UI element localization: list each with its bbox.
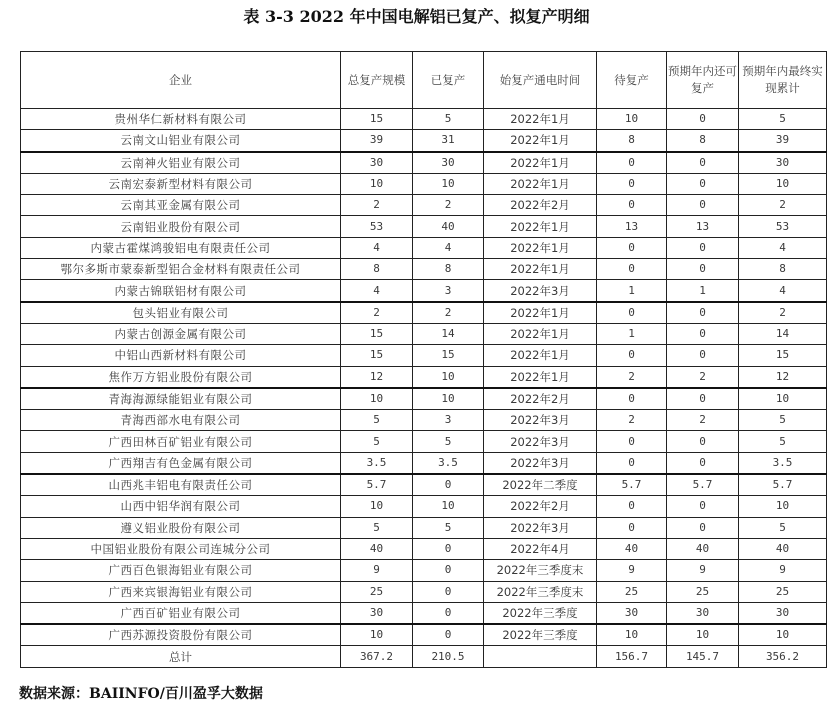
pending-cell: 0 <box>597 195 667 216</box>
total-scale-cell: 8 <box>341 259 413 280</box>
resumed-cell: 0 <box>413 560 484 581</box>
company-cell: 青海海源绿能铝业有限公司 <box>21 388 341 410</box>
table-row <box>21 388 827 410</box>
resumed-cell: 3.5 <box>413 452 484 474</box>
company-cell: 包头铝业有限公司 <box>21 302 341 324</box>
company-cell: 云南宏泰新型材料有限公司 <box>21 173 341 194</box>
start-time-cell: 2022年1月 <box>484 109 597 130</box>
resumed-cell: 14 <box>413 323 484 344</box>
pending-cell: 1 <box>597 280 667 302</box>
pending-cell: 9 <box>597 560 667 581</box>
start-time-cell: 2022年三季度 <box>484 624 597 646</box>
start-time-cell: 2022年1月 <box>484 152 597 174</box>
cumulative-cell: 5.7 <box>739 474 827 496</box>
resumed-cell: 0 <box>413 624 484 646</box>
start-time-cell: 2022年1月 <box>484 345 597 366</box>
table-row <box>21 496 827 517</box>
pending-cell: 0 <box>597 302 667 324</box>
start-time-cell: 2022年三季度末 <box>484 560 597 581</box>
resumed-cell: 0 <box>413 538 484 559</box>
expected-cell: 0 <box>667 195 739 216</box>
total-scale-cell: 10 <box>341 388 413 410</box>
start-time-cell: 2022年1月 <box>484 130 597 152</box>
total-scale-cell: 39 <box>341 130 413 152</box>
cumulative-cell: 8 <box>739 259 827 280</box>
resumed-cell: 10 <box>413 173 484 194</box>
resumed-cell: 2 <box>413 302 484 324</box>
total-scale-cell: 10 <box>341 173 413 194</box>
cumulative-cell: 30 <box>739 602 827 624</box>
resumed-cell: 40 <box>413 216 484 237</box>
cumulative-cell: 3.5 <box>739 452 827 474</box>
resumed-cell: 0 <box>413 602 484 624</box>
aluminum-resumption-table <box>20 51 827 668</box>
company-cell: 内蒙古创源金属有限公司 <box>21 323 341 344</box>
table-row <box>21 452 827 474</box>
expected-cell: 25 <box>667 581 739 602</box>
company-cell: 广西苏源投资股份有限公司 <box>21 624 341 646</box>
pending-cell: 0 <box>597 173 667 194</box>
start-time-cell: 2022年1月 <box>484 216 597 237</box>
start-time-cell: 2022年1月 <box>484 173 597 194</box>
table-row <box>21 109 827 130</box>
header-cumulative: 预期年内最终实现累计 <box>739 52 827 109</box>
pending-cell: 0 <box>597 388 667 410</box>
cumulative-cell: 5 <box>739 517 827 538</box>
cumulative-cell: 12 <box>739 366 827 388</box>
expected-cell: 40 <box>667 538 739 559</box>
total-scale-cell: 5.7 <box>341 474 413 496</box>
cumulative-cell: 10 <box>739 173 827 194</box>
table-row <box>21 237 827 258</box>
pending-cell: 0 <box>597 452 667 474</box>
start-time-cell: 2022年三季度 <box>484 602 597 624</box>
pending-cell: 2 <box>597 366 667 388</box>
start-time-cell: 2022年3月 <box>484 517 597 538</box>
expected-cell: 0 <box>667 496 739 517</box>
company-cell: 贵州华仁新材料有限公司 <box>21 109 341 130</box>
start-time-cell: 2022年3月 <box>484 410 597 431</box>
expected-cell: 0 <box>667 388 739 410</box>
company-cell: 内蒙古霍煤鸿骏铝电有限责任公司 <box>21 237 341 258</box>
resumed-cell: 30 <box>413 152 484 174</box>
expected-cell: 2 <box>667 366 739 388</box>
start-time-cell: 2022年1月 <box>484 366 597 388</box>
table-row <box>21 280 827 302</box>
expected-cell: 8 <box>667 130 739 152</box>
total-scale-cell: 15 <box>341 345 413 366</box>
pending-cell: 0 <box>597 152 667 174</box>
company-cell: 广西百色银海铝业有限公司 <box>21 560 341 581</box>
company-cell: 广西来宾银海铝业有限公司 <box>21 581 341 602</box>
company-cell: 焦作万方铝业股份有限公司 <box>21 366 341 388</box>
cumulative-cell: 2 <box>739 302 827 324</box>
header-total-scale: 总复产规模 <box>341 52 413 109</box>
expected-cell: 1 <box>667 280 739 302</box>
table-row <box>21 602 827 624</box>
company-cell: 云南神火铝业有限公司 <box>21 152 341 174</box>
resumed-cell: 3 <box>413 280 484 302</box>
expected-cell: 9 <box>667 560 739 581</box>
table-row <box>21 216 827 237</box>
expected-cell: 0 <box>667 452 739 474</box>
table-row <box>21 431 827 452</box>
company-cell: 山西兆丰铝电有限责任公司 <box>21 474 341 496</box>
cumulative-cell: 15 <box>739 345 827 366</box>
resumed-cell: 2 <box>413 195 484 216</box>
total-scale-cell: 40 <box>341 538 413 559</box>
pending-cell: 13 <box>597 216 667 237</box>
header-expected: 预期年内还可复产 <box>667 52 739 109</box>
table-row <box>21 474 827 496</box>
total-scale-cell: 30 <box>341 602 413 624</box>
expected-cell: 0 <box>667 323 739 344</box>
company-cell: 鄂尔多斯市蒙泰新型铝合金材料有限责任公司 <box>21 259 341 280</box>
table-row <box>21 152 827 174</box>
company-cell: 中国铝业股份有限公司连城分公司 <box>21 538 341 559</box>
total-scale-cell: 5 <box>341 410 413 431</box>
company-cell: 遵义铝业股份有限公司 <box>21 517 341 538</box>
table-row <box>21 560 827 581</box>
total-scale-cell: 9 <box>341 560 413 581</box>
cumulative-cell: 39 <box>739 130 827 152</box>
start-time-cell: 2022年1月 <box>484 237 597 258</box>
company-cell: 山西中铝华润有限公司 <box>21 496 341 517</box>
total-scale-sum: 367.2 <box>341 646 413 667</box>
cumulative-cell: 5 <box>739 109 827 130</box>
resumed-cell: 0 <box>413 581 484 602</box>
total-scale-cell: 10 <box>341 624 413 646</box>
resumed-cell: 4 <box>413 237 484 258</box>
company-cell: 广西翔吉有色金属有限公司 <box>21 452 341 474</box>
total-scale-cell: 12 <box>341 366 413 388</box>
cumulative-cell: 53 <box>739 216 827 237</box>
cumulative-cell: 10 <box>739 624 827 646</box>
pending-cell: 30 <box>597 602 667 624</box>
table-row <box>21 366 827 388</box>
company-cell: 云南铝业股份有限公司 <box>21 216 341 237</box>
start-time-cell: 2022年2月 <box>484 388 597 410</box>
expected-cell: 2 <box>667 410 739 431</box>
table-row <box>21 517 827 538</box>
data-source-note: 数据来源：BAIINFO/百川盈孚大数据 <box>19 686 263 702</box>
company-cell: 广西田林百矿铝业有限公司 <box>21 431 341 452</box>
expected-cell: 0 <box>667 345 739 366</box>
total-label: 总计 <box>21 646 341 667</box>
pending-cell: 0 <box>597 517 667 538</box>
resumed-cell: 3 <box>413 410 484 431</box>
table-body <box>21 109 827 646</box>
expected-cell: 0 <box>667 302 739 324</box>
cumulative-cell: 4 <box>739 237 827 258</box>
pending-cell: 0 <box>597 259 667 280</box>
pending-cell: 0 <box>597 237 667 258</box>
pending-cell: 25 <box>597 581 667 602</box>
company-cell: 云南其亚金属有限公司 <box>21 195 341 216</box>
resumed-cell: 8 <box>413 259 484 280</box>
cumulative-cell: 10 <box>739 388 827 410</box>
resumed-cell: 10 <box>413 496 484 517</box>
table-row <box>21 345 827 366</box>
company-cell: 广西百矿铝业有限公司 <box>21 602 341 624</box>
total-scale-cell: 4 <box>341 237 413 258</box>
resumed-cell: 5 <box>413 431 484 452</box>
expected-cell: 13 <box>667 216 739 237</box>
resumed-cell: 15 <box>413 345 484 366</box>
start-time-cell: 2022年4月 <box>484 538 597 559</box>
total-scale-cell: 4 <box>341 280 413 302</box>
expected-cell: 0 <box>667 109 739 130</box>
pending-cell: 0 <box>597 496 667 517</box>
pending-cell: 2 <box>597 410 667 431</box>
start-time-cell: 2022年二季度 <box>484 474 597 496</box>
table-row <box>21 302 827 324</box>
table-row <box>21 538 827 559</box>
cumulative-cell: 14 <box>739 323 827 344</box>
total-scale-cell: 2 <box>341 195 413 216</box>
expected-cell: 0 <box>667 237 739 258</box>
start-time-cell: 2022年三季度末 <box>484 581 597 602</box>
table-title: 表 3-3 2022 年中国电解铝已复产、拟复产明细 <box>243 7 590 26</box>
total-pending-sum: 156.7 <box>597 646 667 667</box>
resumed-cell: 31 <box>413 130 484 152</box>
pending-cell: 40 <box>597 538 667 559</box>
total-scale-cell: 5 <box>341 517 413 538</box>
total-scale-cell: 5 <box>341 431 413 452</box>
company-cell: 云南文山铝业有限公司 <box>21 130 341 152</box>
total-scale-cell: 15 <box>341 109 413 130</box>
cumulative-cell: 5 <box>739 410 827 431</box>
expected-cell: 0 <box>667 431 739 452</box>
pending-cell: 8 <box>597 130 667 152</box>
table-row <box>21 173 827 194</box>
cumulative-cell: 2 <box>739 195 827 216</box>
start-time-cell: 2022年3月 <box>484 280 597 302</box>
pending-cell: 10 <box>597 109 667 130</box>
expected-cell: 0 <box>667 259 739 280</box>
header-row <box>21 52 827 109</box>
total-cumulative-sum: 356.2 <box>739 646 827 667</box>
resumed-cell: 10 <box>413 388 484 410</box>
cumulative-cell: 4 <box>739 280 827 302</box>
start-time-cell: 2022年3月 <box>484 431 597 452</box>
cumulative-cell: 5 <box>739 431 827 452</box>
company-cell: 内蒙古锦联铝材有限公司 <box>21 280 341 302</box>
expected-cell: 0 <box>667 173 739 194</box>
total-scale-cell: 53 <box>341 216 413 237</box>
total-scale-cell: 3.5 <box>341 452 413 474</box>
table-row <box>21 130 827 152</box>
cumulative-cell: 30 <box>739 152 827 174</box>
total-start-time <box>484 646 597 667</box>
start-time-cell: 2022年2月 <box>484 195 597 216</box>
company-cell: 中铝山西新材料有限公司 <box>21 345 341 366</box>
resumed-cell: 5 <box>413 109 484 130</box>
total-scale-cell: 2 <box>341 302 413 324</box>
start-time-cell: 2022年3月 <box>484 452 597 474</box>
table-row <box>21 624 827 646</box>
pending-cell: 10 <box>597 624 667 646</box>
header-resumed: 已复产 <box>413 52 484 109</box>
start-time-cell: 2022年1月 <box>484 323 597 344</box>
total-expected-sum: 145.7 <box>667 646 739 667</box>
total-scale-cell: 15 <box>341 323 413 344</box>
expected-cell: 0 <box>667 517 739 538</box>
header-company: 企业 <box>21 52 341 109</box>
table-row <box>21 323 827 344</box>
header-start-time: 始复产通电时间 <box>484 52 597 109</box>
start-time-cell: 2022年1月 <box>484 302 597 324</box>
table-row <box>21 581 827 602</box>
header-pending: 待复产 <box>597 52 667 109</box>
resumed-cell: 5 <box>413 517 484 538</box>
pending-cell: 1 <box>597 323 667 344</box>
cumulative-cell: 10 <box>739 496 827 517</box>
table-row <box>21 410 827 431</box>
company-cell: 青海西部水电有限公司 <box>21 410 341 431</box>
total-scale-cell: 10 <box>341 496 413 517</box>
resumed-cell: 10 <box>413 366 484 388</box>
expected-cell: 5.7 <box>667 474 739 496</box>
total-resumed-sum: 210.5 <box>413 646 484 667</box>
start-time-cell: 2022年2月 <box>484 496 597 517</box>
resumed-cell: 0 <box>413 474 484 496</box>
table-row <box>21 195 827 216</box>
pending-cell: 5.7 <box>597 474 667 496</box>
table-row <box>21 259 827 280</box>
cumulative-cell: 25 <box>739 581 827 602</box>
expected-cell: 10 <box>667 624 739 646</box>
start-time-cell: 2022年1月 <box>484 259 597 280</box>
total-row <box>21 646 827 667</box>
cumulative-cell: 9 <box>739 560 827 581</box>
pending-cell: 0 <box>597 431 667 452</box>
expected-cell: 0 <box>667 152 739 174</box>
cumulative-cell: 40 <box>739 538 827 559</box>
expected-cell: 30 <box>667 602 739 624</box>
total-scale-cell: 25 <box>341 581 413 602</box>
total-scale-cell: 30 <box>341 152 413 174</box>
pending-cell: 0 <box>597 345 667 366</box>
